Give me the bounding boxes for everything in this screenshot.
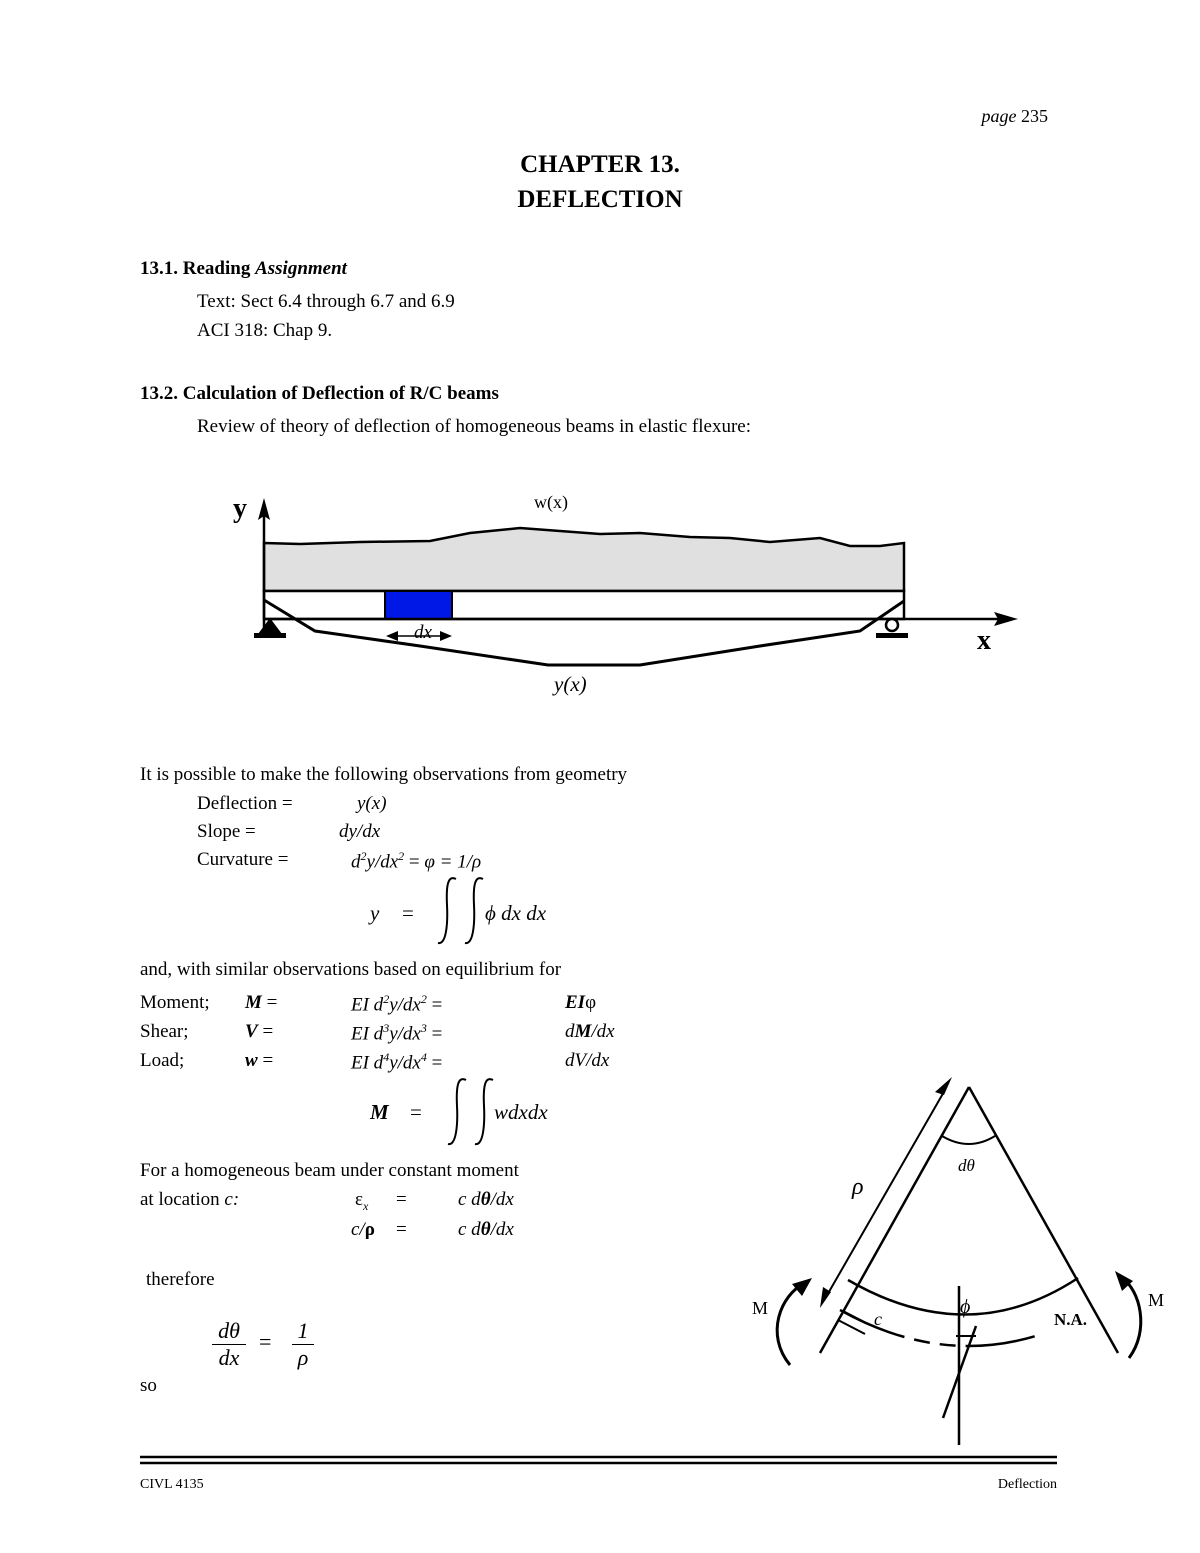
right: M [574, 1021, 592, 1042]
footer-topic: Deflection [997, 1477, 1057, 1492]
c-over-rho [351, 1219, 375, 1241]
deflection-expr: y(x) [357, 793, 387, 814]
section-title-b: Assignment [255, 258, 347, 279]
moment-mid [351, 992, 442, 1016]
element-dx [385, 591, 452, 619]
c-over-rho-rhs [458, 1219, 514, 1241]
right: d [565, 1021, 575, 1042]
fraction-left [212, 1318, 246, 1371]
mid: y/dx [389, 1052, 421, 1074]
eq: = [262, 1050, 274, 1071]
load-label: w(x) [534, 492, 568, 512]
page-label: page [981, 106, 1017, 126]
section-number: 13.1. [140, 258, 178, 279]
rhs: θ [480, 1219, 491, 1240]
expr-sup: 2 [398, 849, 405, 863]
distributed-load-area [264, 528, 904, 591]
slope-label: Slope = [197, 821, 256, 842]
rhs: c d [458, 1189, 481, 1210]
mid: y/dx [389, 1023, 421, 1045]
strain-symbol [355, 1189, 368, 1214]
expr-eq: = [408, 851, 420, 873]
text: c: [224, 1189, 240, 1210]
c-over-rho-eq: = [396, 1219, 407, 1240]
moment-integral-lhs: M [370, 1100, 389, 1124]
integral-sign-2b [475, 1079, 493, 1144]
so-text: so [140, 1375, 157, 1396]
lhs: ρ [364, 1219, 375, 1240]
phi-label: ϕ [960, 1296, 971, 1318]
load-name: Load; [140, 1050, 185, 1071]
rhs: θ [480, 1189, 491, 1210]
sup: 3 [383, 1021, 390, 1035]
deflection-label-row: Deflection = [197, 793, 293, 814]
text: at location [140, 1189, 220, 1210]
expr-sup: 2 [360, 849, 367, 863]
neutral-axis-label: N.A. [1054, 1310, 1088, 1329]
mid: EI d [351, 1052, 384, 1074]
integral-eq: = [402, 901, 414, 925]
shear-name: Shear; [140, 1021, 189, 1042]
fraction-eq: = [259, 1329, 272, 1354]
moment-left-arrow-icon [792, 1278, 812, 1296]
rho-label: ρ [852, 1174, 864, 1200]
eq: = [431, 994, 443, 1016]
strain-eq: = [396, 1189, 407, 1210]
dx-left-arrow-icon [386, 631, 398, 641]
eq: = [431, 1052, 443, 1074]
section-number: 13.2. [140, 383, 178, 404]
rhs: /dx [490, 1189, 514, 1210]
pin-support-icon [258, 618, 282, 634]
expr-part: d [351, 851, 361, 873]
strain-rhs [458, 1189, 514, 1211]
right: φ [585, 992, 597, 1013]
denominator: dx [218, 1345, 240, 1370]
dx-label: dx [414, 622, 432, 643]
mid: EI d [351, 1023, 384, 1045]
x-axis-label: x [977, 625, 991, 656]
sup: 3 [420, 1021, 427, 1035]
therefore-text: therefore [146, 1269, 215, 1290]
rhs: /dx [490, 1219, 514, 1240]
curvature-diagram [777, 1077, 1141, 1445]
moment-right [565, 992, 596, 1014]
right: EI [565, 992, 586, 1013]
section-title-a: Reading [182, 258, 251, 279]
numerator: 1 [292, 1318, 314, 1345]
curvature-label: Curvature = [197, 849, 289, 870]
expr-part: y/dx [366, 851, 399, 873]
moment-symbol [245, 992, 277, 1014]
integral-lhs: y [370, 901, 380, 925]
load-mid [351, 1050, 442, 1074]
integral-sign-1a [438, 878, 456, 943]
numerator: dθ [212, 1318, 246, 1345]
c-label: c [874, 1309, 882, 1329]
rhs: c d [458, 1219, 481, 1240]
chapter-title: CHAPTER 13. [520, 151, 680, 178]
eps: ε [355, 1189, 363, 1210]
mid: y/dx [389, 994, 421, 1016]
footer-course: CIVL 4135 [140, 1477, 204, 1492]
geometry-intro: It is possible to make the following observations from geometry [140, 764, 628, 785]
sup: 2 [420, 992, 427, 1006]
curvature-expr [351, 849, 481, 873]
shear-symbol [245, 1021, 273, 1043]
sup: 2 [383, 992, 390, 1006]
y-axis-label: y [233, 493, 247, 524]
moment-name: Moment; [140, 992, 210, 1013]
slope-expr: dy/dx [339, 821, 381, 842]
chapter-subtitle: DEFLECTION [517, 186, 683, 213]
homog-line-1: For a homogeneous beam under constant moment [140, 1160, 519, 1181]
section-intro: Review of theory of deflection of homogeneous beams in elastic flexure: [197, 416, 751, 437]
eq: = [431, 1023, 443, 1045]
sup: 4 [383, 1050, 390, 1064]
moment-integral-body: wdxdx [494, 1100, 548, 1124]
sym: w [245, 1050, 258, 1071]
moment-integral-eq: = [410, 1100, 422, 1124]
eq: = [262, 1021, 274, 1042]
sup: 4 [420, 1050, 427, 1064]
shear-right [565, 1021, 615, 1043]
eps-sub: x [362, 1198, 369, 1213]
beam-body [264, 591, 904, 619]
fraction-right [292, 1318, 314, 1371]
shear-mid [351, 1021, 442, 1045]
equilibrium-intro: and, with similar observations based on equilibrium for [140, 959, 562, 980]
section-title: Calculation of Deflection of R/C beams [182, 383, 499, 404]
homog-line-2 [140, 1189, 239, 1211]
load-symbol [245, 1050, 273, 1072]
sym: V [245, 1021, 258, 1042]
moment-left-label: M [752, 1298, 769, 1318]
rho-top-arrow-icon [935, 1077, 952, 1095]
reading-line-2: ACI 318: Chap 9. [197, 320, 333, 341]
integral-sign-1b [465, 878, 483, 943]
denominator: ρ [297, 1345, 309, 1370]
reading-line-1: Text: Sect 6.4 through 6.7 and 6.9 [197, 291, 455, 312]
integral-body: ϕ dx dx [485, 901, 547, 925]
mid: EI d [351, 994, 384, 1016]
dx-right-arrow-icon [440, 631, 452, 641]
load-right: dV/dx [565, 1050, 610, 1071]
sym: M [245, 992, 262, 1013]
lhs: c/ [351, 1219, 365, 1240]
integral-sign-2a [448, 1079, 466, 1144]
expr-part: φ = 1/ρ [424, 851, 482, 873]
roller-support-icon [886, 619, 898, 631]
page-number-value: 235 [1021, 106, 1048, 126]
dtheta-label: dθ [958, 1156, 975, 1175]
deflection-label: y(x) [554, 672, 587, 696]
moment-right-label: M [1148, 1290, 1165, 1310]
eq: = [266, 992, 278, 1013]
right: /dx [591, 1021, 615, 1042]
